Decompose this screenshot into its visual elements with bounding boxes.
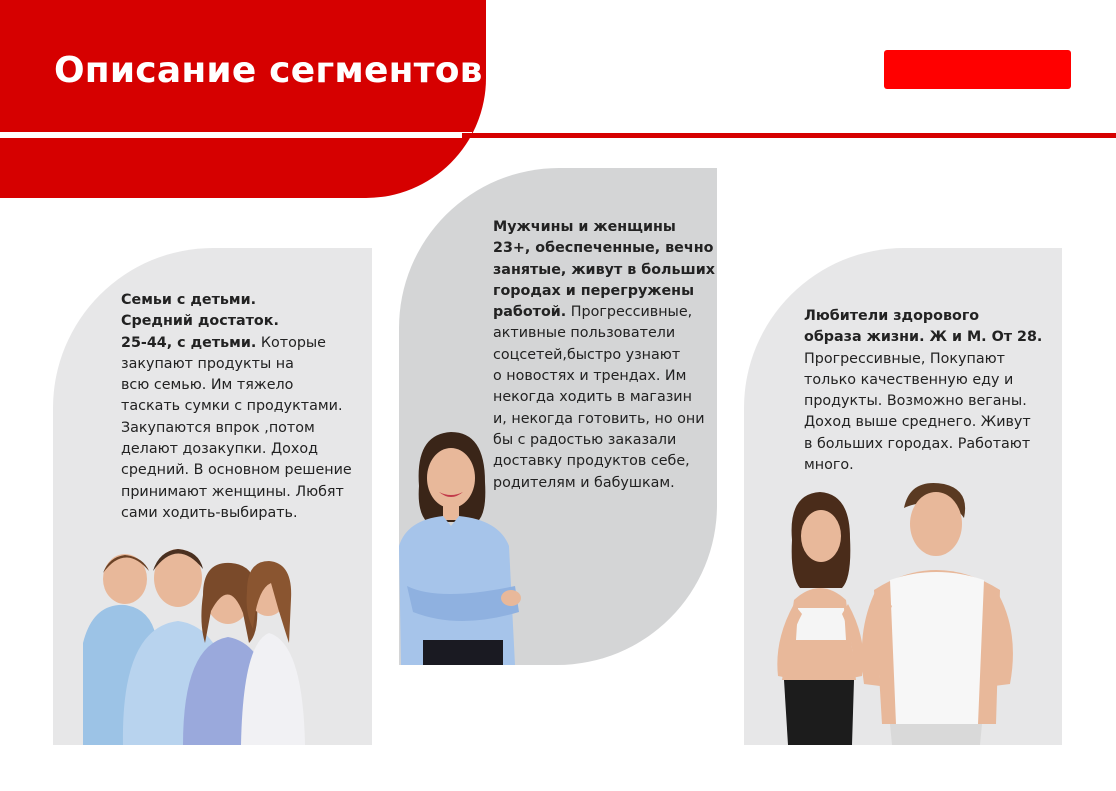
segment-text-line: доставку продуктов себе,: [493, 453, 690, 470]
segment-text-line: и, некогда готовить, но они: [493, 410, 705, 427]
family-photo: [53, 533, 372, 745]
header-banner: [0, 0, 486, 198]
segment-text-line: сами ходить-выбирать.: [121, 504, 298, 521]
segment-text-line: Прогрессивные,: [570, 304, 693, 321]
segment-description: [121, 290, 352, 524]
segment-text-line: Которые: [260, 334, 326, 351]
fitness-couple-photo: [764, 480, 1062, 745]
red-accent-button[interactable]: [884, 50, 1071, 89]
businesswoman-photo: [399, 426, 539, 665]
segment-text-line: таскать сумки с продуктами.: [121, 398, 343, 415]
segment-title-line: Семьи с детьми.: [121, 292, 257, 308]
segment-text-line: в больших городах. Работают: [804, 435, 1031, 452]
segment-text-line: принимают женщины. Любят: [121, 483, 344, 500]
segment-title-line: 25-44, с детьми.: [121, 334, 257, 351]
segment-text-line: продукты. Возможно веганы.: [804, 393, 1027, 410]
segment-text-line: Прогрессивные, Покупают: [804, 350, 1005, 367]
segment-title-line: работой.: [493, 304, 567, 321]
segment-text-line: бы с радостью заказали: [493, 431, 677, 448]
segment-title-line: городах и перегружены: [493, 282, 694, 299]
segment-text-line: Закупаются впрок ,потом: [121, 419, 315, 436]
segment-card-families: [53, 248, 372, 745]
segment-text-line: активные пользователи: [493, 325, 676, 342]
segment-card-healthy-lifestyle: [744, 248, 1062, 745]
segment-text-line: только качественную еду и: [804, 371, 1014, 388]
segment-title-line: Мужчины и женщины: [493, 219, 676, 235]
segment-text-line: делают дозакупки. Доход: [121, 441, 318, 458]
segment-title-line: Любители здорового: [804, 308, 980, 324]
segment-text-line: средний. В основном решение: [121, 462, 352, 479]
segment-text-line: Доход выше среднего. Живут: [804, 414, 1031, 431]
segment-text-line: соцсетей,быстро узнают: [493, 346, 681, 363]
segment-text-line: родителям и бабушкам.: [493, 474, 675, 491]
segment-text-line: всю семью. Им тяжело: [121, 377, 294, 394]
segment-title-line: 23+, обеспеченные, вечно: [493, 240, 714, 257]
segment-title-line: Средний достаток.: [121, 313, 279, 330]
page-title: Описание сегментов: [54, 50, 483, 91]
segment-card-busy-professionals: [399, 168, 717, 665]
segment-title-line: образа жизни. Ж и М. От 28.: [804, 329, 1043, 346]
segment-title-line: занятые, живут в больших: [493, 261, 715, 278]
header-divider-white: [0, 132, 472, 138]
segment-text-line: некогда ходить в магазин: [493, 389, 692, 406]
segment-text-line: закупают продукты на: [121, 355, 294, 372]
segment-description: [804, 306, 1042, 476]
header-divider-red: [462, 133, 1116, 138]
segment-text-line: много.: [804, 457, 854, 474]
segment-text-line: о новостях и трендах. Им: [493, 368, 687, 385]
